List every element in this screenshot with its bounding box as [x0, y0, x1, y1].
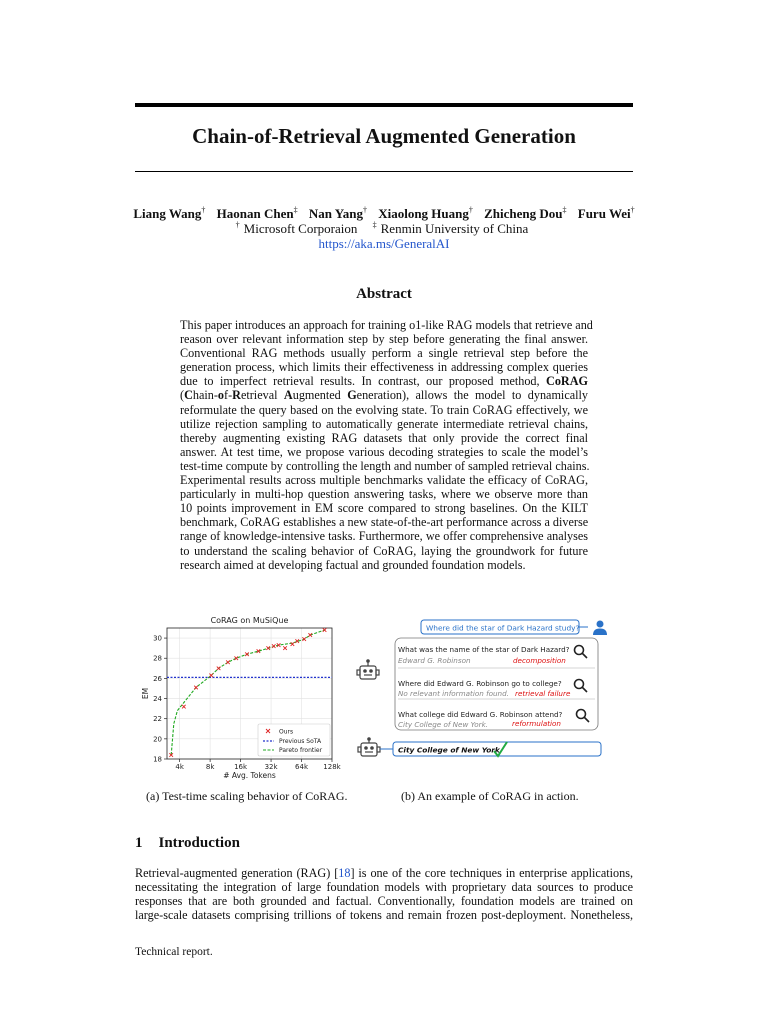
intro-line: Retrieval-augmented generation (RAG) [18] is one of the core techniques in enterprise applications, — [135, 866, 633, 880]
data-point — [272, 644, 276, 648]
abstract-line: (Chain-of-Retrieval Augmented Generation), allows the model to dynamically — [180, 388, 589, 403]
abstract-line: reason over relevant information step by step before generating the final answer. — [180, 332, 588, 347]
top-rule — [135, 103, 633, 107]
intro-line: responses that are both grounded and factual. Conventionally, foundation models are trained on — [135, 894, 633, 909]
legend-label: Pareto frontier — [279, 747, 323, 754]
abstract-line: Conventional RAG methods usually perform a single retrieval step before the — [180, 346, 588, 361]
project-link[interactable]: https://aka.ms/GeneralAI — [318, 236, 450, 251]
step-tag: decomposition — [513, 656, 566, 665]
abstract-line: benchmark, CoRAG establishes a new state-of-the-art performance across a diverse — [180, 515, 589, 530]
author: Zhicheng Dou‡ — [484, 206, 567, 222]
abstract-line: generation process, which limits their effectiveness in addressing complex queries — [180, 360, 588, 375]
author: Furu Wei† — [577, 206, 635, 222]
step-answer: No relevant information found. — [398, 689, 509, 698]
data-point — [226, 660, 230, 664]
paper-title: Chain-of-Retrieval Augmented Generation — [192, 124, 576, 148]
affiliations — [0, 221, 768, 237]
data-point — [194, 686, 198, 690]
step-tag: retrieval failure — [515, 689, 571, 698]
step-answer: Edward G. Robinson — [398, 656, 471, 665]
abstract-line: 10 points improvement in EM score compared to strong baselines. On the KILT — [180, 501, 588, 516]
abstract-line: due to imperfect retrieval results. In contrast, our proposed method, CoRAG — [180, 374, 588, 389]
user-icon — [593, 621, 607, 636]
x-tick-label: 16k — [234, 763, 248, 771]
step-answer: City College of New York. — [398, 720, 489, 729]
abstract-line: thereby augmenting existing RAG datasets that only provide the correct final — [180, 430, 588, 445]
scaling-chart — [141, 616, 342, 780]
y-tick-label: 28 — [153, 654, 162, 663]
y-axis-label: EM — [141, 687, 150, 700]
step-tag: reformulation — [512, 719, 561, 728]
x-tick-label: 32k — [264, 763, 278, 771]
abstract-line: utilize rejection sampling to automatically generate intermediate retrieval chains, — [180, 416, 588, 431]
abstract-line: test-time compute by controlling the length and number of sampled retrieval chains. — [180, 458, 590, 473]
x-tick-label: 64k — [295, 763, 309, 771]
intro-body — [135, 866, 633, 922]
x-tick-label: 128k — [323, 763, 341, 771]
y-tick-label: 22 — [153, 715, 162, 724]
y-tick-label: 18 — [153, 755, 162, 764]
y-tick-label: 30 — [153, 634, 162, 643]
abstract-body — [180, 318, 593, 572]
abstract-line: range of knowledge-intensive tasks. Furthermore, we offer comprehensive analyses — [180, 529, 588, 544]
abstract-line: research aimed at developing factual and grounded foundation models. — [180, 557, 526, 572]
step-query: What college did Edward G. Robinson attend? — [398, 710, 563, 719]
abstract-line: particularly in multi-hop question answering tasks, where we observe more than — [180, 487, 588, 502]
abstract-line: Experimental results across multiple benchmarks validate the efficacy of CoRAG, — [180, 473, 588, 488]
author: Nan Yang† — [308, 206, 367, 222]
y-tick-label: 20 — [153, 735, 162, 744]
caption-b: (b) An example of CoRAG in action. — [401, 789, 579, 803]
robot-icon — [357, 660, 379, 679]
data-point — [283, 646, 287, 650]
author: Xiaolong Huang† — [378, 206, 473, 222]
abstract-line: answer. At test time, we propose various decoding strategies to scale the model’s — [180, 444, 588, 459]
legend-label: Ours — [279, 728, 294, 736]
abstract-line: This paper introduces an approach for training o1-like RAG models that retrieve and — [180, 318, 593, 332]
citation-link[interactable]: 18 — [338, 866, 351, 880]
y-tick-label: 24 — [153, 695, 162, 704]
figure-1 — [0, 600, 768, 785]
abstract-heading: Abstract — [356, 286, 412, 302]
intro-line: necessitating the integration of large foundation models with proprietary data sources to produce — [135, 880, 633, 895]
section-heading: 1 Introduction — [135, 835, 240, 851]
step-query: Where did Edward G. Robinson go to college? — [398, 679, 562, 688]
author: Liang Wang† — [133, 206, 206, 222]
x-tick-label: 8k — [205, 763, 215, 771]
abstract-line: reformulate the query based on the evolving state. To train CoRAG effectively, we — [180, 402, 588, 417]
legend-label: Previous SoTA — [279, 738, 322, 745]
question-text: Where did the star of Dark Hazard study? — [426, 623, 580, 633]
title-rule — [135, 171, 633, 172]
data-point — [217, 667, 221, 671]
caption-a: (a) Test-time scaling behavior of CoRAG. — [146, 789, 348, 803]
data-point — [291, 642, 295, 646]
robot-icon — [358, 738, 380, 756]
data-point — [182, 705, 186, 709]
x-tick-label: 4k — [175, 763, 184, 771]
footnote: Technical report. — [135, 946, 213, 958]
affiliation: † Microsoft Corporaion — [235, 221, 358, 237]
corag-example — [357, 620, 607, 756]
y-tick-label: 26 — [153, 674, 162, 683]
author: Haonan Chen‡ — [216, 206, 298, 222]
final-answer: City College of New York — [398, 745, 500, 755]
author-list — [0, 206, 768, 222]
affiliation: ‡ Renmin University of China — [372, 221, 529, 237]
x-axis-label: # Avg. Tokens — [223, 771, 276, 780]
step-query: What was the name of the star of Dark Hazard? — [398, 645, 570, 654]
chart-title: CoRAG on MuSiQue — [210, 616, 289, 625]
abstract-line: to understand the scaling behavior of CoRAG, laying the groundwork for future — [180, 543, 588, 558]
intro-line: large-scale datasets comprising trillions of tokens and remain frozen post-deployment. Nonetheless, — [135, 908, 633, 923]
